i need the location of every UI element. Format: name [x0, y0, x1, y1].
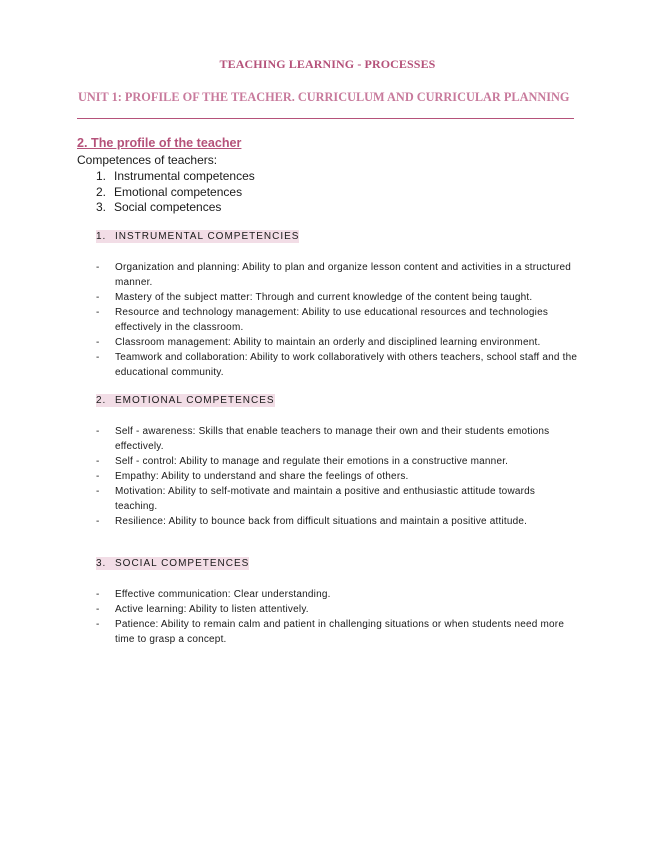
- bullet-marker: -: [96, 337, 100, 348]
- emotional-heading: [96, 395, 275, 406]
- list-item: [96, 290, 578, 305]
- social-heading: [96, 558, 249, 569]
- section-heading-text: EMOTIONAL COMPETENCES: [115, 395, 275, 406]
- list-item: [96, 602, 578, 617]
- section-number: 2.: [96, 395, 107, 406]
- list-item-text: Teamwork and collaboration: Ability to work collaboratively with others teachers, school staff and the educational community.: [115, 352, 578, 378]
- list-item: [96, 424, 578, 454]
- list-item: [96, 305, 578, 335]
- bullet-marker: -: [96, 619, 100, 630]
- competences-list: [96, 169, 255, 216]
- section-heading-text: SOCIAL COMPETENCES: [115, 558, 250, 569]
- section-number: 3.: [96, 558, 107, 569]
- bullet-marker: -: [96, 486, 100, 497]
- bullet-marker: -: [96, 516, 100, 527]
- list-item-text: Resilience: Ability to bounce back from difficult situations and maintain a positive attitude.: [115, 516, 528, 527]
- list-item-text: Self - control: Ability to manage and regulate their emotions in a constructive manner.: [115, 456, 509, 467]
- instrumental-heading: [96, 231, 299, 242]
- list-item: [96, 617, 578, 647]
- bullet-marker: -: [96, 307, 100, 318]
- bullet-marker: -: [96, 604, 100, 615]
- section-title: 2. The profile of the teacher: [77, 136, 242, 150]
- bullet-marker: -: [96, 352, 100, 363]
- competence-label: Emotional competences: [114, 184, 243, 199]
- list-item: [96, 514, 578, 529]
- bullet-marker: -: [96, 471, 100, 482]
- list-item-text: Classroom management: Ability to maintain an orderly and disciplined learning environment.: [115, 337, 541, 348]
- bullet-marker: -: [96, 292, 100, 303]
- bullet-marker: -: [96, 262, 100, 273]
- instrumental-list: [96, 260, 578, 380]
- bullet-marker: -: [96, 426, 100, 437]
- bullet-marker: -: [96, 456, 100, 467]
- list-item-text: Effective communication: Clear understanding.: [115, 589, 331, 600]
- competence-item: [96, 185, 255, 201]
- list-item-text: Patience: Ability to remain calm and patient in challenging situations or when students need more time to grasp a concept.: [115, 619, 565, 645]
- list-item-text: Self - awareness: Skills that enable teachers to manage their own and their students emotions effectively.: [115, 426, 550, 452]
- list-item: [96, 335, 578, 350]
- list-item-text: Resource and technology management: Ability to use educational resources and technologies effectively in the classroom.: [115, 307, 549, 333]
- competence-item: [96, 169, 255, 185]
- document-title: TEACHING LEARNING - PROCESSES: [219, 57, 436, 71]
- competence-number: 3.: [96, 200, 107, 214]
- list-item: [96, 454, 578, 469]
- list-item: [96, 260, 578, 290]
- list-item-text: Active learning: Ability to listen attentively.: [115, 604, 309, 615]
- list-item: [96, 587, 578, 602]
- competence-item: [96, 200, 255, 216]
- section-number: 1.: [96, 231, 107, 242]
- competence-number: 2.: [96, 184, 107, 199]
- intro-text: Competences of teachers:: [77, 153, 218, 167]
- emotional-list: [96, 424, 578, 529]
- competence-label: Instrumental competences: [114, 169, 255, 183]
- competence-label: Social competences: [114, 200, 222, 214]
- list-item: [96, 350, 578, 380]
- list-item: [96, 484, 578, 514]
- unit-title-rule: [77, 118, 574, 119]
- bullet-marker: -: [96, 589, 100, 600]
- social-list: [96, 587, 578, 647]
- list-item-text: Motivation: Ability to self-motivate and maintain a positive and enthusiastic attitude towards teaching.: [115, 486, 536, 512]
- unit-title: UNIT 1: PROFILE OF THE TEACHER. CURRICULUM AND CURRICULAR PLANNING: [78, 90, 570, 104]
- list-item: [96, 469, 578, 484]
- section-heading-text: INSTRUMENTAL COMPETENCIES: [115, 231, 300, 242]
- list-item-text: Organization and planning: Ability to plan and organize lesson content and activities in a structured manner.: [115, 262, 572, 288]
- list-item-text: Mastery of the subject matter: Through and current knowledge of the content being taught.: [115, 292, 533, 303]
- list-item-text: Empathy: Ability to understand and share the feelings of others.: [115, 471, 409, 482]
- competence-number: 1.: [96, 169, 107, 183]
